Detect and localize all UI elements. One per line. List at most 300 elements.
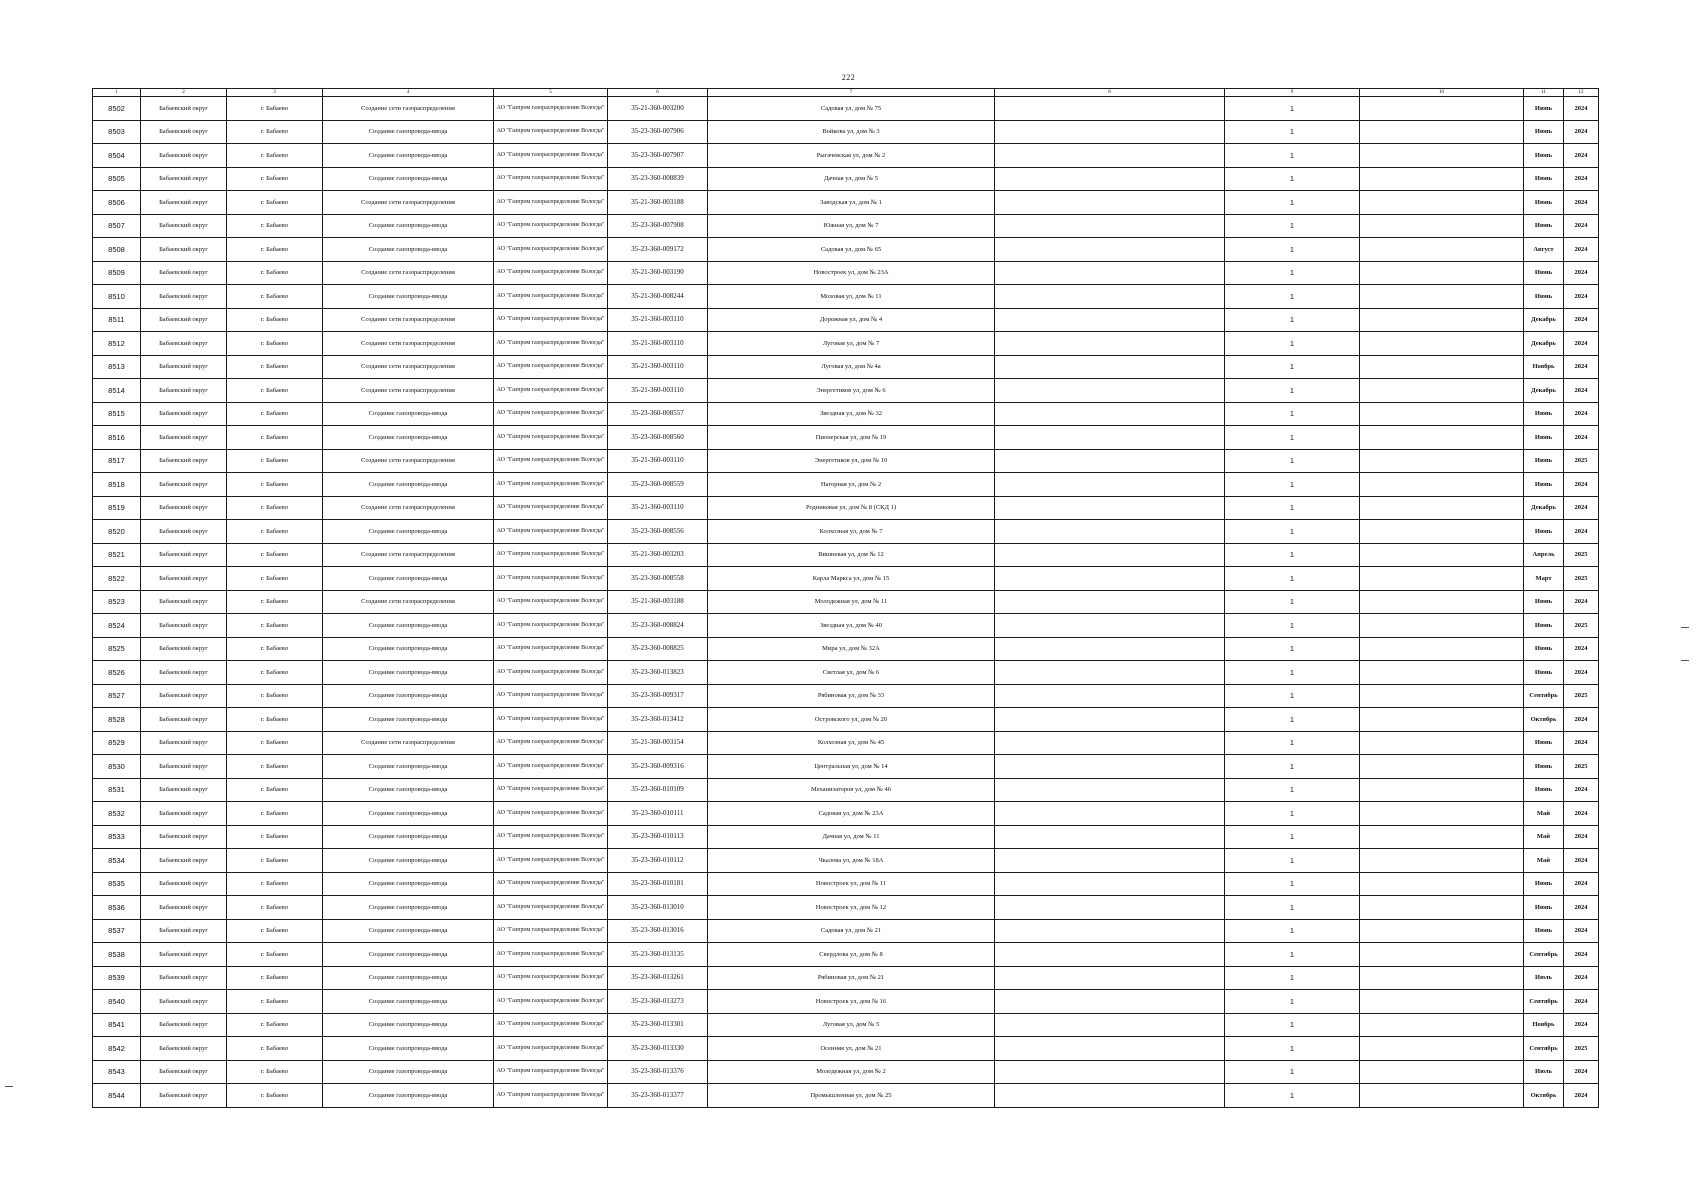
object-code-cell: 35-21-360-003154 [608,731,708,755]
row-number: 8537 [93,919,141,943]
work-type-cell: Создание газопровода-ввода [323,919,494,943]
column-10-cell [1360,802,1524,826]
object-code-cell: 35-23-360-007907 [608,144,708,168]
address-cell: Звездная ул, дом № 32 [708,402,995,426]
column-number: 6 [608,89,708,97]
district-cell: Бабаевский округ [141,1037,227,1061]
year-cell: 2024 [1564,1060,1599,1084]
address-cell: Светлая ул, дом № 6 [708,661,995,685]
column-number: 4 [323,89,494,97]
work-type-cell: Создание сети газораспределения [323,332,494,356]
organization-cell: АО "Газпром газораспределение Вологда" [494,285,608,309]
quantity-cell: 1 [1225,802,1360,826]
work-type-cell: Создание сети газораспределения [323,590,494,614]
settlement-cell: г. Бабаево [227,990,323,1014]
column-8-cell [995,120,1225,144]
object-code-cell: 35-23-360-008825 [608,637,708,661]
year-cell: 2025 [1564,449,1599,473]
table-row [93,990,1599,1014]
table-row [93,473,1599,497]
organization-cell: АО "Газпром газораспределение Вологда" [494,755,608,779]
year-cell: 2024 [1564,97,1599,121]
address-cell: Новостроек ул, дом № 23А [708,261,995,285]
settlement-cell: г. Бабаево [227,355,323,379]
row-number: 8516 [93,426,141,450]
object-code-cell: 35-23-360-013016 [608,919,708,943]
settlement-cell: г. Бабаево [227,1037,323,1061]
quantity-cell: 1 [1225,285,1360,309]
organization-cell: АО "Газпром газораспределение Вологда" [494,778,608,802]
settlement-cell: г. Бабаево [227,520,323,544]
column-8-cell [995,496,1225,520]
organization-cell: АО "Газпром газораспределение Вологда" [494,120,608,144]
organization-cell: АО "Газпром газораспределение Вологда" [494,496,608,520]
column-10-cell [1360,896,1524,920]
quantity-cell: 1 [1225,896,1360,920]
row-number: 8519 [93,496,141,520]
quantity-cell: 1 [1225,496,1360,520]
column-10-cell [1360,637,1524,661]
row-number: 8504 [93,144,141,168]
column-10-cell [1360,261,1524,285]
work-type-cell: Создание газопровода-ввода [323,778,494,802]
district-cell: Бабаевский округ [141,684,227,708]
work-type-cell: Создание газопровода-ввода [323,426,494,450]
column-8-cell [995,567,1225,591]
quantity-cell: 1 [1225,238,1360,262]
address-cell: Садовая ул, дом № 21 [708,919,995,943]
work-type-cell: Создание газопровода-ввода [323,943,494,967]
object-code-cell: 35-23-360-008824 [608,614,708,638]
table-row [93,778,1599,802]
organization-cell: АО "Газпром газораспределение Вологда" [494,1037,608,1061]
object-code-cell: 35-23-360-010109 [608,778,708,802]
work-type-cell: Создание газопровода-ввода [323,238,494,262]
column-10-cell [1360,332,1524,356]
row-number: 8509 [93,261,141,285]
year-cell: 2024 [1564,332,1599,356]
quantity-cell: 1 [1225,214,1360,238]
district-cell: Бабаевский округ [141,473,227,497]
table-row [93,496,1599,520]
column-8-cell [995,402,1225,426]
column-8-cell [995,755,1225,779]
work-type-cell: Создание газопровода-ввода [323,520,494,544]
column-number: 5 [494,89,608,97]
district-cell: Бабаевский округ [141,778,227,802]
work-type-cell: Создание газопровода-ввода [323,120,494,144]
column-8-cell [995,238,1225,262]
work-type-cell: Создание газопровода-ввода [323,990,494,1014]
scan-edge-mark [1681,660,1689,661]
address-cell: Садовая ул, дом № 23А [708,802,995,826]
work-type-cell: Создание сети газораспределения [323,191,494,215]
settlement-cell: г. Бабаево [227,1013,323,1037]
column-10-cell [1360,1084,1524,1108]
column-8-cell [995,896,1225,920]
column-10-cell [1360,966,1524,990]
year-cell: 2024 [1564,661,1599,685]
object-code-cell: 35-23-360-013261 [608,966,708,990]
column-8-cell [995,708,1225,732]
organization-cell: АО "Газпром газораспределение Вологда" [494,379,608,403]
year-cell: 2024 [1564,308,1599,332]
settlement-cell: г. Бабаево [227,308,323,332]
row-number: 8543 [93,1060,141,1084]
organization-cell: АО "Газпром газораспределение Вологда" [494,191,608,215]
object-code-cell: 35-23-360-007906 [608,120,708,144]
row-number: 8536 [93,896,141,920]
organization-cell: АО "Газпром газораспределение Вологда" [494,167,608,191]
quantity-cell: 1 [1225,825,1360,849]
column-8-cell [995,355,1225,379]
month-cell: Октябрь [1524,1084,1564,1108]
object-code-cell: 35-21-360-003110 [608,355,708,379]
object-code-cell: 35-21-360-003203 [608,543,708,567]
month-cell: Июнь [1524,426,1564,450]
settlement-cell: г. Бабаево [227,144,323,168]
table-row [93,661,1599,685]
row-number: 8526 [93,661,141,685]
row-number: 8514 [93,379,141,403]
month-cell: Июнь [1524,285,1564,309]
column-10-cell [1360,1060,1524,1084]
organization-cell: АО "Газпром газораспределение Вологда" [494,332,608,356]
column-8-cell [995,191,1225,215]
year-cell: 2025 [1564,614,1599,638]
work-type-cell: Создание газопровода-ввода [323,825,494,849]
page-number: 222 [841,73,856,82]
month-cell: Июнь [1524,520,1564,544]
object-code-cell: 35-23-360-010111 [608,802,708,826]
quantity-cell: 1 [1225,661,1360,685]
district-cell: Бабаевский округ [141,97,227,121]
district-cell: Бабаевский округ [141,825,227,849]
settlement-cell: г. Бабаево [227,120,323,144]
work-type-cell: Создание газопровода-ввода [323,1037,494,1061]
table-row [93,308,1599,332]
object-code-cell: 35-23-360-013330 [608,1037,708,1061]
address-cell: Новостроек ул, дом № 11 [708,872,995,896]
district-cell: Бабаевский округ [141,332,227,356]
column-number: 10 [1360,89,1524,97]
quantity-cell: 1 [1225,778,1360,802]
settlement-cell: г. Бабаево [227,332,323,356]
row-number: 8523 [93,590,141,614]
table-row [93,191,1599,215]
table-row [93,872,1599,896]
year-cell: 2025 [1564,567,1599,591]
row-number: 8517 [93,449,141,473]
settlement-cell: г. Бабаево [227,449,323,473]
year-cell: 2024 [1564,590,1599,614]
month-cell: Декабрь [1524,379,1564,403]
column-10-cell [1360,402,1524,426]
column-8-cell [995,261,1225,285]
settlement-cell: г. Бабаево [227,943,323,967]
table-row [93,684,1599,708]
table-row [93,402,1599,426]
table-row [93,802,1599,826]
column-10-cell [1360,214,1524,238]
quantity-cell: 1 [1225,308,1360,332]
work-type-cell: Создание сети газораспределения [323,379,494,403]
organization-cell: АО "Газпром газораспределение Вологда" [494,261,608,285]
address-cell: Промышленная ул, дом № 25 [708,1084,995,1108]
table-row [93,120,1599,144]
year-cell: 2024 [1564,426,1599,450]
settlement-cell: г. Бабаево [227,872,323,896]
organization-cell: АО "Газпром газораспределение Вологда" [494,1013,608,1037]
address-cell: Колхозная ул, дом № 45 [708,731,995,755]
quantity-cell: 1 [1225,966,1360,990]
district-cell: Бабаевский округ [141,355,227,379]
table-row [93,332,1599,356]
object-code-cell: 35-21-360-003110 [608,332,708,356]
work-type-cell: Создание газопровода-ввода [323,167,494,191]
object-code-cell: 35-23-360-013010 [608,896,708,920]
row-number: 8522 [93,567,141,591]
row-number: 8533 [93,825,141,849]
work-type-cell: Создание газопровода-ввода [323,1013,494,1037]
column-10-cell [1360,1013,1524,1037]
address-cell: Свердлова ул, дом № 8 [708,943,995,967]
quantity-cell: 1 [1225,1060,1360,1084]
district-cell: Бабаевский округ [141,426,227,450]
column-8-cell [995,637,1225,661]
table-row [93,285,1599,309]
column-8-cell [995,849,1225,873]
year-cell: 2024 [1564,990,1599,1014]
settlement-cell: г. Бабаево [227,379,323,403]
year-cell: 2024 [1564,708,1599,732]
column-8-cell [995,731,1225,755]
quantity-cell: 1 [1225,144,1360,168]
year-cell: 2024 [1564,238,1599,262]
address-cell: Звездная ул, дом № 40 [708,614,995,638]
address-cell: Моховая ул, дом № 11 [708,285,995,309]
table-row [93,849,1599,873]
object-code-cell: 35-23-360-013412 [608,708,708,732]
address-cell: Дачная ул, дом № 5 [708,167,995,191]
column-8-cell [995,590,1225,614]
table-row [93,590,1599,614]
settlement-cell: г. Бабаево [227,97,323,121]
quantity-cell: 1 [1225,567,1360,591]
settlement-cell: г. Бабаево [227,285,323,309]
work-type-cell: Создание газопровода-ввода [323,966,494,990]
work-type-cell: Создание газопровода-ввода [323,1084,494,1108]
year-cell: 2024 [1564,802,1599,826]
table-row [93,825,1599,849]
year-cell: 2024 [1564,943,1599,967]
address-cell: Родниковая ул, дом № 8 (СКД 1) [708,496,995,520]
column-10-cell [1360,919,1524,943]
object-code-cell: 35-23-360-013823 [608,661,708,685]
work-type-cell: Создание сети газораспределения [323,355,494,379]
column-8-cell [995,1013,1225,1037]
quantity-cell: 1 [1225,426,1360,450]
column-number: 3 [227,89,323,97]
quantity-cell: 1 [1225,1013,1360,1037]
address-cell: Механизаторов ул, дом № 46 [708,778,995,802]
column-number: 11 [1524,89,1564,97]
object-code-cell: 35-21-360-008244 [608,285,708,309]
address-cell: Войкова ул, дом № 3 [708,120,995,144]
address-cell: Новостроек ул, дом № 12 [708,896,995,920]
work-type-cell: Создание газопровода-ввода [323,1060,494,1084]
row-number: 8534 [93,849,141,873]
month-cell: Июнь [1524,191,1564,215]
column-10-cell [1360,379,1524,403]
object-code-cell: 35-23-360-013377 [608,1084,708,1108]
row-number: 8507 [93,214,141,238]
row-number: 8525 [93,637,141,661]
table-row [93,567,1599,591]
organization-cell: АО "Газпром газораспределение Вологда" [494,825,608,849]
address-cell: Островского ул, дом № 20 [708,708,995,732]
quantity-cell: 1 [1225,872,1360,896]
column-number: 2 [141,89,227,97]
column-number: 9 [1225,89,1360,97]
organization-cell: АО "Газпром газораспределение Вологда" [494,426,608,450]
column-10-cell [1360,661,1524,685]
organization-cell: АО "Газпром газораспределение Вологда" [494,708,608,732]
work-type-cell: Создание газопровода-ввода [323,637,494,661]
table-row [93,543,1599,567]
organization-cell: АО "Газпром газораспределение Вологда" [494,238,608,262]
column-8-cell [995,778,1225,802]
month-cell: Июнь [1524,167,1564,191]
year-cell: 2024 [1564,825,1599,849]
organization-cell: АО "Газпром газораспределение Вологда" [494,543,608,567]
column-8-cell [995,144,1225,168]
address-cell: Луговая ул, дом № 7 [708,332,995,356]
address-cell: Рябиновая ул, дом № 33 [708,684,995,708]
work-type-cell: Создание газопровода-ввода [323,214,494,238]
year-cell: 2024 [1564,285,1599,309]
district-cell: Бабаевский округ [141,590,227,614]
organization-cell: АО "Газпром газораспределение Вологда" [494,520,608,544]
month-cell: Декабрь [1524,332,1564,356]
settlement-cell: г. Бабаево [227,684,323,708]
settlement-cell: г. Бабаево [227,496,323,520]
year-cell: 2024 [1564,966,1599,990]
settlement-cell: г. Бабаево [227,543,323,567]
address-cell: Новостроек ул, дом № 16 [708,990,995,1014]
month-cell: Июнь [1524,449,1564,473]
district-cell: Бабаевский округ [141,402,227,426]
column-8-cell [995,943,1225,967]
column-8-cell [995,214,1225,238]
object-code-cell: 35-21-360-003200 [608,97,708,121]
district-cell: Бабаевский округ [141,943,227,967]
column-8-cell [995,614,1225,638]
column-8-cell [995,520,1225,544]
address-cell: Центральная ул, дом № 14 [708,755,995,779]
column-10-cell [1360,755,1524,779]
year-cell: 2024 [1564,778,1599,802]
month-cell: Апрель [1524,543,1564,567]
year-cell: 2024 [1564,167,1599,191]
table-row [93,355,1599,379]
month-cell: Декабрь [1524,308,1564,332]
column-10-cell [1360,120,1524,144]
settlement-cell: г. Бабаево [227,238,323,262]
quantity-cell: 1 [1225,402,1360,426]
column-8-cell [995,684,1225,708]
month-cell: Май [1524,802,1564,826]
column-8-cell [995,872,1225,896]
column-10-cell [1360,449,1524,473]
organization-cell: АО "Газпром газораспределение Вологда" [494,684,608,708]
work-type-cell: Создание газопровода-ввода [323,661,494,685]
object-code-cell: 35-23-360-010181 [608,872,708,896]
object-code-cell: 35-21-360-003190 [608,261,708,285]
district-cell: Бабаевский округ [141,261,227,285]
column-10-cell [1360,473,1524,497]
month-cell: Июнь [1524,614,1564,638]
column-8-cell [995,543,1225,567]
table-row [93,426,1599,450]
organization-cell: АО "Газпром газораспределение Вологда" [494,872,608,896]
column-8-cell [995,1060,1225,1084]
table-row [93,1037,1599,1061]
column-8-cell [995,1084,1225,1108]
address-cell: Южная ул, дом № 7 [708,214,995,238]
organization-cell: АО "Газпром газораспределение Вологда" [494,731,608,755]
object-code-cell: 35-23-360-007908 [608,214,708,238]
quantity-cell: 1 [1225,943,1360,967]
address-cell: Дачная ул, дом № 11 [708,825,995,849]
object-code-cell: 35-21-360-003188 [608,590,708,614]
address-cell: Энергетиков ул, дом № 6 [708,379,995,403]
row-number: 8541 [93,1013,141,1037]
column-10-cell [1360,708,1524,732]
column-10-cell [1360,191,1524,215]
object-code-cell: 35-21-360-003110 [608,496,708,520]
month-cell: Июнь [1524,661,1564,685]
work-type-cell: Создание сети газораспределения [323,543,494,567]
row-number: 8505 [93,167,141,191]
row-number: 8521 [93,543,141,567]
quantity-cell: 1 [1225,614,1360,638]
work-type-cell: Создание газопровода-ввода [323,802,494,826]
year-cell: 2024 [1564,379,1599,403]
settlement-cell: г. Бабаево [227,1060,323,1084]
month-cell: Июнь [1524,214,1564,238]
month-cell: Июнь [1524,755,1564,779]
address-cell: Пионерская ул, дом № 19 [708,426,995,450]
work-type-cell: Создание сети газораспределения [323,731,494,755]
settlement-cell: г. Бабаево [227,1084,323,1108]
object-code-cell: 35-23-360-008558 [608,567,708,591]
row-number: 8527 [93,684,141,708]
column-10-cell [1360,144,1524,168]
table-row [93,379,1599,403]
settlement-cell: г. Бабаево [227,191,323,215]
organization-cell: АО "Газпром газораспределение Вологда" [494,896,608,920]
settlement-cell: г. Бабаево [227,567,323,591]
settlement-cell: г. Бабаево [227,825,323,849]
work-type-cell: Создание сети газораспределения [323,308,494,332]
settlement-cell: г. Бабаево [227,402,323,426]
object-code-cell: 35-23-360-008556 [608,520,708,544]
row-number: 8518 [93,473,141,497]
month-cell: Июнь [1524,144,1564,168]
work-type-cell: Создание газопровода-ввода [323,872,494,896]
organization-cell: АО "Газпром газораспределение Вологда" [494,449,608,473]
